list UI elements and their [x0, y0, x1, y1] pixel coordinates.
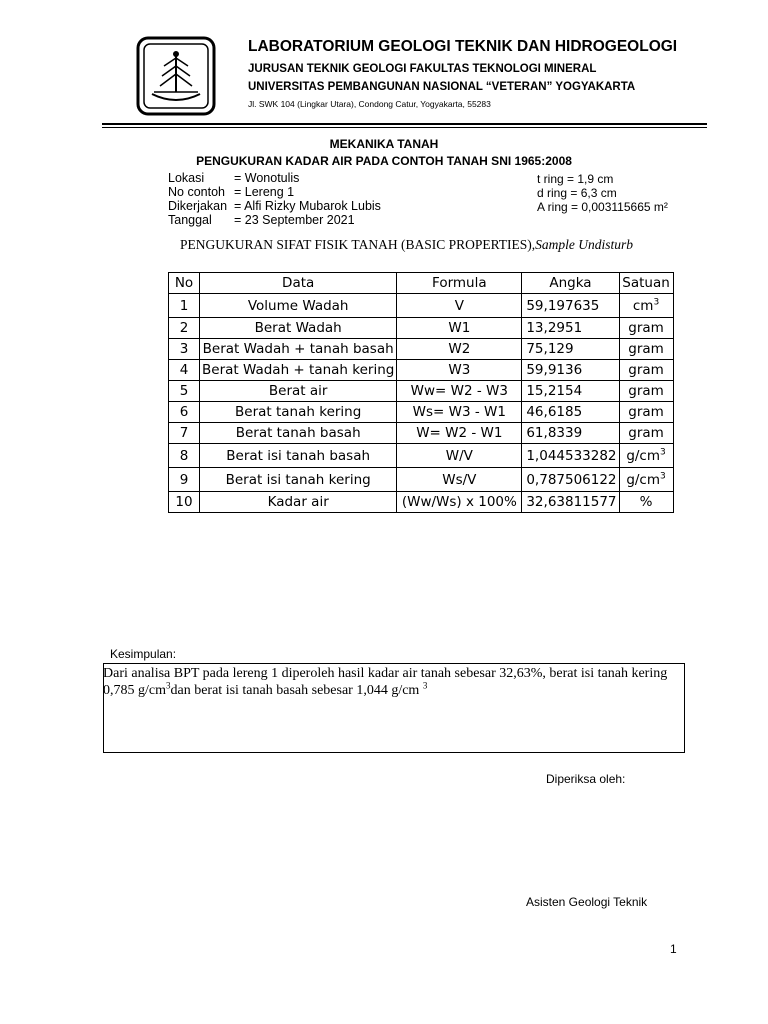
conclusion-text — [103, 665, 681, 699]
conclusion-sup1: 3 — [166, 680, 171, 691]
properties-heading-text: PENGUKURAN SIFAT FISIK TANAH (BASIC PROPERTIES), — [180, 237, 536, 252]
table-row — [169, 492, 674, 513]
cell-angka: 0,787506122 — [522, 468, 619, 492]
table-row — [169, 318, 674, 339]
info-lokasi — [168, 171, 299, 185]
cell-formula: Ws= W3 - W1 — [397, 402, 522, 423]
cell-satuan — [619, 339, 673, 360]
cell-satuan — [619, 360, 673, 381]
cell-satuan — [619, 468, 673, 492]
cell-formula: V — [397, 294, 522, 318]
assistant-signature-label: Asisten Geologi Teknik — [526, 895, 648, 909]
cell-angka: 32,63811577 — [522, 492, 619, 513]
lab-title: LABORATORIUM GEOLOGI TEKNIK DAN HIDROGEOLOGI — [248, 38, 678, 55]
cell-angka: 1,044533282 — [522, 444, 619, 468]
cell-satuan — [619, 492, 673, 513]
header-formula: Formula — [397, 273, 522, 294]
cell-angka: 15,2154 — [522, 381, 619, 402]
page-number: 1 — [670, 942, 677, 956]
cell-angka: 75,129 — [522, 339, 619, 360]
cell-angka: 59,197635 — [522, 294, 619, 318]
cell-no: 4 — [169, 360, 200, 381]
table-row — [169, 381, 674, 402]
properties-heading — [180, 237, 633, 253]
table-row — [169, 294, 674, 318]
cell-data: Berat Wadah — [200, 318, 397, 339]
unit-text: gram — [628, 404, 664, 420]
cell-angka: 46,6185 — [522, 402, 619, 423]
document-subject: MEKANIKA TANAH — [329, 137, 439, 151]
table-row — [169, 402, 674, 423]
cell-data: Berat air — [200, 381, 397, 402]
cell-formula: W/V — [397, 444, 522, 468]
cell-data: Volume Wadah — [200, 294, 397, 318]
table-header-row — [169, 273, 674, 294]
cell-formula: W= W2 - W1 — [397, 423, 522, 444]
cell-no: 2 — [169, 318, 200, 339]
cell-satuan — [619, 423, 673, 444]
cell-no: 5 — [169, 381, 200, 402]
unit-superscript: 3 — [660, 471, 666, 481]
unit-text: gram — [628, 425, 664, 441]
measurement-table — [168, 272, 674, 513]
table-row — [169, 339, 674, 360]
info-label: No contoh — [168, 185, 225, 199]
cell-satuan — [619, 294, 673, 318]
header-angka: Angka — [522, 273, 619, 294]
cell-satuan — [619, 444, 673, 468]
conclusion-sup2: 3 — [422, 680, 428, 691]
table-row — [169, 468, 674, 492]
cell-no: 7 — [169, 423, 200, 444]
checked-by-label: Diperiksa oleh: — [546, 772, 626, 786]
unit-text: cm — [632, 297, 654, 314]
university-seal-icon — [136, 36, 216, 116]
info-label: Lokasi — [168, 171, 205, 185]
table-row — [169, 444, 674, 468]
properties-heading-italic: Sample Undisturb — [535, 237, 634, 252]
unit-text: gram — [628, 383, 664, 399]
cell-data: Berat tanah basah — [200, 423, 397, 444]
cell-no: 3 — [169, 339, 200, 360]
cell-data: Berat Wadah + tanah basah — [200, 339, 397, 360]
unit-text: gram — [628, 341, 664, 357]
cell-data: Berat tanah kering — [200, 402, 397, 423]
table-row — [169, 360, 674, 381]
info-tanggal — [168, 213, 355, 227]
cell-no: 9 — [169, 468, 200, 492]
cell-formula: W3 — [397, 360, 522, 381]
info-value: = Lereng 1 — [234, 185, 295, 199]
conclusion-label: Kesimpulan: — [110, 647, 177, 661]
conclusion-part2: dan berat isi tanah basah sebesar 1,044 g/cm — [170, 683, 420, 698]
unit-text: g/cm — [626, 471, 661, 488]
header-no: No — [169, 273, 200, 294]
cell-satuan — [619, 381, 673, 402]
unit-text: % — [639, 494, 653, 510]
unit-superscript: 3 — [653, 297, 660, 307]
info-contoh — [168, 185, 294, 199]
cell-formula: Ww= W2 - W3 — [397, 381, 522, 402]
cell-no: 1 — [169, 294, 200, 318]
document-title: PENGUKURAN KADAR AIR PADA CONTOH TANAH SNI 1965:2008 — [196, 154, 572, 168]
cell-data: Kadar air — [200, 492, 397, 513]
header-divider-thin — [102, 127, 707, 128]
unit-text: g/cm — [626, 447, 661, 464]
info-label: Tanggal — [168, 213, 212, 227]
unit-superscript: 3 — [660, 447, 666, 457]
header-data: Data — [200, 273, 397, 294]
conclusion-part1: Dari analisa BPT pada lereng 1 diperoleh hasil kadar air tanah sebesar 32,63%, berat isi tanah kering 0,785 g/cm — [103, 666, 668, 698]
cell-no: 8 — [169, 444, 200, 468]
cell-no: 6 — [169, 402, 200, 423]
cell-data: Berat isi tanah basah — [200, 444, 397, 468]
cell-formula: (Ww/Ws) x 100% — [397, 492, 522, 513]
a-ring: A ring = 0,003115665 m² — [537, 200, 668, 214]
cell-satuan — [619, 318, 673, 339]
cell-formula: W2 — [397, 339, 522, 360]
header-satuan: Satuan — [619, 273, 673, 294]
t-ring: t ring = 1,9 cm — [537, 172, 614, 186]
university-name: UNIVERSITAS PEMBANGUNAN NASIONAL “VETERAN” YOGYAKARTA — [248, 81, 636, 93]
table-row — [169, 423, 674, 444]
d-ring: d ring = 6,3 cm — [537, 186, 617, 200]
cell-formula: W1 — [397, 318, 522, 339]
cell-data: Berat isi tanah kering — [200, 468, 397, 492]
department-name: JURUSAN TEKNIK GEOLOGI FAKULTAS TEKNOLOGI MINERAL — [248, 63, 597, 75]
info-value: = Alfi Rizky Mubarok Lubis — [234, 199, 381, 213]
unit-text: gram — [628, 362, 664, 378]
cell-data: Berat Wadah + tanah kering — [200, 360, 397, 381]
info-value: = Wonotulis — [234, 171, 300, 185]
info-label: Dikerjakan — [168, 199, 228, 213]
address: Jl. SWK 104 (Lingkar Utara), Condong Catur, Yogyakarta, 55283 — [248, 99, 491, 109]
info-value: = 23 September 2021 — [234, 213, 355, 227]
unit-text: gram — [628, 320, 664, 336]
info-dikerjakan — [168, 199, 381, 213]
cell-angka: 13,2951 — [522, 318, 619, 339]
cell-formula: Ws/V — [397, 468, 522, 492]
cell-no: 10 — [169, 492, 200, 513]
cell-angka: 61,8339 — [522, 423, 619, 444]
cell-angka: 59,9136 — [522, 360, 619, 381]
cell-satuan — [619, 402, 673, 423]
header-divider — [102, 123, 707, 125]
